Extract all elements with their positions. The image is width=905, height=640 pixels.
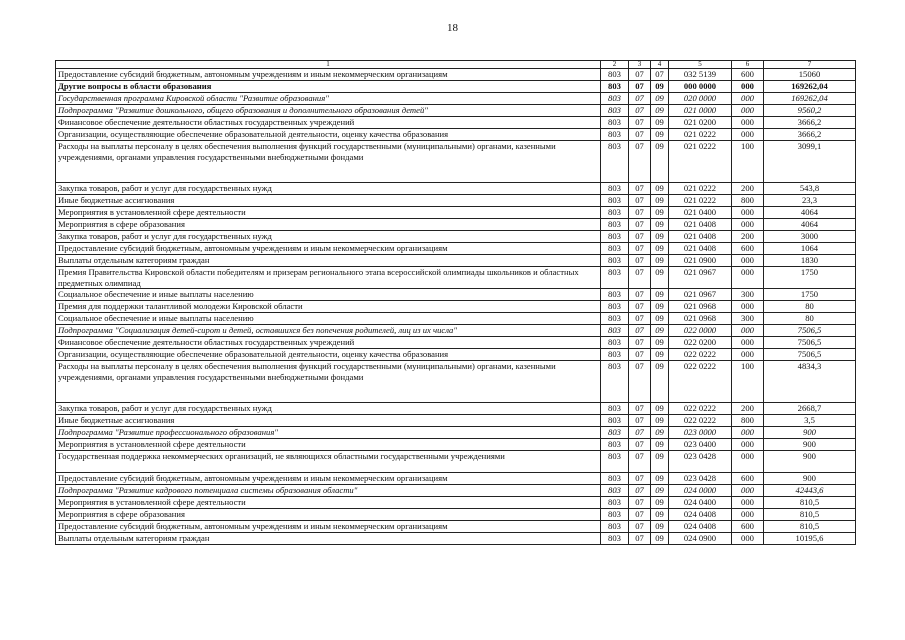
expense-type-code: 000 bbox=[732, 207, 764, 219]
expense-type-code: 000 bbox=[732, 509, 764, 521]
expense-type-code: 000 bbox=[732, 485, 764, 497]
table-row bbox=[56, 439, 856, 451]
target-article-code: 022 0000 bbox=[669, 325, 732, 337]
section-code: 07 bbox=[629, 415, 651, 427]
target-article-code: 024 0400 bbox=[669, 497, 732, 509]
expense-type-code: 000 bbox=[732, 427, 764, 439]
subsection-code: 09 bbox=[651, 255, 669, 267]
subsection-code: 09 bbox=[651, 105, 669, 117]
expense-type-code: 000 bbox=[732, 93, 764, 105]
expense-type-code: 000 bbox=[732, 439, 764, 451]
subsection-code: 09 bbox=[651, 93, 669, 105]
table-row bbox=[56, 289, 856, 301]
amount: 810,5 bbox=[764, 497, 856, 509]
subsection-code: 09 bbox=[651, 219, 669, 231]
ministry-code: 803 bbox=[601, 509, 629, 521]
target-article-code: 021 0222 bbox=[669, 183, 732, 195]
table-row bbox=[56, 521, 856, 533]
amount: 543,8 bbox=[764, 183, 856, 195]
section-code: 07 bbox=[629, 485, 651, 497]
section-code: 07 bbox=[629, 81, 651, 93]
table-row bbox=[56, 509, 856, 521]
subsection-code: 09 bbox=[651, 439, 669, 451]
target-article-code: 024 0408 bbox=[669, 521, 732, 533]
table-row bbox=[56, 267, 856, 289]
table-row bbox=[56, 301, 856, 313]
ministry-code: 803 bbox=[601, 301, 629, 313]
subsection-code: 09 bbox=[651, 521, 669, 533]
amount: 42443,6 bbox=[764, 485, 856, 497]
ministry-code: 803 bbox=[601, 183, 629, 195]
amount: 1064 bbox=[764, 243, 856, 255]
row-name: Социальное обеспечение и иные выплаты населению bbox=[56, 289, 601, 301]
table-row bbox=[56, 473, 856, 485]
section-code: 07 bbox=[629, 219, 651, 231]
section-code: 07 bbox=[629, 451, 651, 473]
target-article-code: 021 0408 bbox=[669, 243, 732, 255]
target-article-code: 021 0000 bbox=[669, 105, 732, 117]
row-name: Организации, осуществляющие обеспечение образовательной деятельности, оценку качества образования bbox=[56, 129, 601, 141]
table-row bbox=[56, 207, 856, 219]
subsection-code: 09 bbox=[651, 533, 669, 545]
section-code: 07 bbox=[629, 361, 651, 403]
row-name: Премия для поддержки талантливой молодежи Кировской области bbox=[56, 301, 601, 313]
target-article-code: 021 0900 bbox=[669, 255, 732, 267]
target-article-code: 021 0967 bbox=[669, 267, 732, 289]
section-code: 07 bbox=[629, 533, 651, 545]
subsection-code: 09 bbox=[651, 141, 669, 183]
budget-table bbox=[55, 60, 856, 545]
target-article-code: 021 0408 bbox=[669, 219, 732, 231]
ministry-code: 803 bbox=[601, 93, 629, 105]
subsection-code: 09 bbox=[651, 289, 669, 301]
column-number: 2 bbox=[601, 61, 629, 69]
table-row bbox=[56, 81, 856, 93]
row-name: Подпрограмма "Социализация детей-сирот и детей, оставшихся без попечения родителей, лиц из их числа" bbox=[56, 325, 601, 337]
expense-type-code: 000 bbox=[732, 255, 764, 267]
subsection-code: 09 bbox=[651, 415, 669, 427]
row-name: Выплаты отдельным категориям граждан bbox=[56, 533, 601, 545]
column-number: 3 bbox=[629, 61, 651, 69]
row-name: Закупка товаров, работ и услуг для государственных нужд bbox=[56, 231, 601, 243]
amount: 9560,2 bbox=[764, 105, 856, 117]
row-name: Мероприятия в сфере образования bbox=[56, 219, 601, 231]
ministry-code: 803 bbox=[601, 231, 629, 243]
subsection-code: 09 bbox=[651, 485, 669, 497]
amount: 3000 bbox=[764, 231, 856, 243]
section-code: 07 bbox=[629, 117, 651, 129]
subsection-code: 09 bbox=[651, 361, 669, 403]
row-name: Мероприятия в сфере образования bbox=[56, 509, 601, 521]
ministry-code: 803 bbox=[601, 349, 629, 361]
row-name: Финансовое обеспечение деятельности областных государственных учреждений bbox=[56, 117, 601, 129]
target-article-code: 021 0222 bbox=[669, 129, 732, 141]
ministry-code: 803 bbox=[601, 361, 629, 403]
row-name: Организации, осуществляющие обеспечение образовательной деятельности, оценку качества образования bbox=[56, 349, 601, 361]
subsection-code: 09 bbox=[651, 195, 669, 207]
table-row bbox=[56, 141, 856, 183]
table-row bbox=[56, 313, 856, 325]
row-name: Иные бюджетные ассигнования bbox=[56, 195, 601, 207]
ministry-code: 803 bbox=[601, 129, 629, 141]
target-article-code: 021 0200 bbox=[669, 117, 732, 129]
ministry-code: 803 bbox=[601, 451, 629, 473]
column-number: 5 bbox=[669, 61, 732, 69]
subsection-code: 09 bbox=[651, 509, 669, 521]
row-name: Подпрограмма "Развитие профессионального образования" bbox=[56, 427, 601, 439]
expense-type-code: 000 bbox=[732, 301, 764, 313]
target-article-code: 023 0400 bbox=[669, 439, 732, 451]
row-name: Выплаты отдельным категориям граждан bbox=[56, 255, 601, 267]
expense-type-code: 000 bbox=[732, 81, 764, 93]
amount: 900 bbox=[764, 427, 856, 439]
subsection-code: 09 bbox=[651, 267, 669, 289]
expense-type-code: 000 bbox=[732, 451, 764, 473]
target-article-code: 023 0000 bbox=[669, 427, 732, 439]
amount: 169262,04 bbox=[764, 81, 856, 93]
subsection-code: 09 bbox=[651, 349, 669, 361]
section-code: 07 bbox=[629, 473, 651, 485]
subsection-code: 09 bbox=[651, 129, 669, 141]
row-name: Мероприятия в установленной сфере деятельности bbox=[56, 439, 601, 451]
section-code: 07 bbox=[629, 105, 651, 117]
row-name: Мероприятия в установленной сфере деятельности bbox=[56, 497, 601, 509]
table-row bbox=[56, 231, 856, 243]
budget-table-body bbox=[56, 61, 856, 545]
ministry-code: 803 bbox=[601, 195, 629, 207]
subsection-code: 09 bbox=[651, 313, 669, 325]
target-article-code: 022 0222 bbox=[669, 349, 732, 361]
expense-type-code: 200 bbox=[732, 231, 764, 243]
table-row bbox=[56, 255, 856, 267]
subsection-code: 09 bbox=[651, 231, 669, 243]
ministry-code: 803 bbox=[601, 485, 629, 497]
section-code: 07 bbox=[629, 243, 651, 255]
ministry-code: 803 bbox=[601, 497, 629, 509]
section-code: 07 bbox=[629, 509, 651, 521]
expense-type-code: 600 bbox=[732, 69, 764, 81]
ministry-code: 803 bbox=[601, 117, 629, 129]
subsection-code: 09 bbox=[651, 451, 669, 473]
table-row bbox=[56, 349, 856, 361]
section-code: 07 bbox=[629, 255, 651, 267]
column-number: 1 bbox=[56, 61, 601, 69]
amount: 3666,2 bbox=[764, 129, 856, 141]
table-row bbox=[56, 117, 856, 129]
target-article-code: 022 0200 bbox=[669, 337, 732, 349]
target-article-code: 032 5139 bbox=[669, 69, 732, 81]
amount: 810,5 bbox=[764, 509, 856, 521]
table-row bbox=[56, 325, 856, 337]
table-row bbox=[56, 129, 856, 141]
target-article-code: 021 0968 bbox=[669, 313, 732, 325]
target-article-code: 022 0222 bbox=[669, 361, 732, 403]
section-code: 07 bbox=[629, 183, 651, 195]
subsection-code: 09 bbox=[651, 183, 669, 195]
expense-type-code: 100 bbox=[732, 141, 764, 183]
section-code: 07 bbox=[629, 195, 651, 207]
section-code: 07 bbox=[629, 403, 651, 415]
expense-type-code: 000 bbox=[732, 497, 764, 509]
subsection-code: 09 bbox=[651, 81, 669, 93]
section-code: 07 bbox=[629, 497, 651, 509]
subsection-code: 09 bbox=[651, 325, 669, 337]
row-name: Закупка товаров, работ и услуг для государственных нужд bbox=[56, 183, 601, 195]
target-article-code: 021 0222 bbox=[669, 195, 732, 207]
subsection-code: 09 bbox=[651, 497, 669, 509]
section-code: 07 bbox=[629, 521, 651, 533]
expense-type-code: 000 bbox=[732, 219, 764, 231]
amount: 3,5 bbox=[764, 415, 856, 427]
table-row bbox=[56, 403, 856, 415]
ministry-code: 803 bbox=[601, 439, 629, 451]
expense-type-code: 600 bbox=[732, 521, 764, 533]
row-name: Мероприятия в установленной сфере деятельности bbox=[56, 207, 601, 219]
ministry-code: 803 bbox=[601, 289, 629, 301]
amount: 2668,7 bbox=[764, 403, 856, 415]
ministry-code: 803 bbox=[601, 69, 629, 81]
ministry-code: 803 bbox=[601, 243, 629, 255]
subsection-code: 09 bbox=[651, 207, 669, 219]
amount: 80 bbox=[764, 301, 856, 313]
target-article-code: 023 0428 bbox=[669, 473, 732, 485]
expense-type-code: 000 bbox=[732, 533, 764, 545]
section-code: 07 bbox=[629, 325, 651, 337]
table-row bbox=[56, 427, 856, 439]
table-row bbox=[56, 337, 856, 349]
expense-type-code: 800 bbox=[732, 415, 764, 427]
amount: 1750 bbox=[764, 289, 856, 301]
table-row bbox=[56, 361, 856, 403]
ministry-code: 803 bbox=[601, 219, 629, 231]
amount: 4064 bbox=[764, 219, 856, 231]
section-code: 07 bbox=[629, 301, 651, 313]
amount: 23,3 bbox=[764, 195, 856, 207]
target-article-code: 022 0222 bbox=[669, 403, 732, 415]
expense-type-code: 000 bbox=[732, 337, 764, 349]
section-code: 07 bbox=[629, 207, 651, 219]
section-code: 07 bbox=[629, 69, 651, 81]
amount: 7506,5 bbox=[764, 337, 856, 349]
column-number: 6 bbox=[732, 61, 764, 69]
expense-type-code: 100 bbox=[732, 361, 764, 403]
subsection-code: 09 bbox=[651, 427, 669, 439]
amount: 3099,1 bbox=[764, 141, 856, 183]
amount: 1750 bbox=[764, 267, 856, 289]
row-name: Финансовое обеспечение деятельности областных государственных учреждений bbox=[56, 337, 601, 349]
ministry-code: 803 bbox=[601, 105, 629, 117]
table-row bbox=[56, 93, 856, 105]
subsection-code: 09 bbox=[651, 117, 669, 129]
row-name: Предоставление субсидий бюджетным, автономным учреждениям и иным некоммерческим организациям bbox=[56, 69, 601, 81]
amount: 7506,5 bbox=[764, 349, 856, 361]
amount: 4834,3 bbox=[764, 361, 856, 403]
ministry-code: 803 bbox=[601, 141, 629, 183]
expense-type-code: 000 bbox=[732, 325, 764, 337]
amount: 900 bbox=[764, 451, 856, 473]
expense-type-code: 000 bbox=[732, 349, 764, 361]
target-article-code: 021 0222 bbox=[669, 141, 732, 183]
section-code: 07 bbox=[629, 427, 651, 439]
row-name: Премия Правительства Кировской области победителям и призерам регионального этапа всероссийской олимпиады школьников и областных предметных олимпиад bbox=[56, 267, 601, 289]
table-row bbox=[56, 219, 856, 231]
row-name: Предоставление субсидий бюджетным, автономным учреждениям и иным некоммерческим организациям bbox=[56, 473, 601, 485]
amount: 15060 bbox=[764, 69, 856, 81]
row-name: Социальное обеспечение и иные выплаты населению bbox=[56, 313, 601, 325]
section-code: 07 bbox=[629, 313, 651, 325]
ministry-code: 803 bbox=[601, 207, 629, 219]
expense-type-code: 000 bbox=[732, 129, 764, 141]
target-article-code: 021 0967 bbox=[669, 289, 732, 301]
expense-type-code: 200 bbox=[732, 183, 764, 195]
subsection-code: 09 bbox=[651, 301, 669, 313]
amount: 80 bbox=[764, 313, 856, 325]
target-article-code: 021 0968 bbox=[669, 301, 732, 313]
row-name: Расходы на выплаты персоналу в целях обеспечения выполнения функций государственными (муниципальными) органами, казенными учреждениями, органами управления государственными внебюджетными фондами bbox=[56, 141, 601, 183]
ministry-code: 803 bbox=[601, 255, 629, 267]
amount: 3666,2 bbox=[764, 117, 856, 129]
section-code: 07 bbox=[629, 141, 651, 183]
table-row bbox=[56, 485, 856, 497]
table-row bbox=[56, 183, 856, 195]
table-row bbox=[56, 533, 856, 545]
section-code: 07 bbox=[629, 267, 651, 289]
target-article-code: 023 0428 bbox=[669, 451, 732, 473]
section-code: 07 bbox=[629, 93, 651, 105]
table-row bbox=[56, 497, 856, 509]
amount: 900 bbox=[764, 473, 856, 485]
target-article-code: 024 0408 bbox=[669, 509, 732, 521]
ministry-code: 803 bbox=[601, 473, 629, 485]
ministry-code: 803 bbox=[601, 403, 629, 415]
expense-type-code: 000 bbox=[732, 117, 764, 129]
section-code: 07 bbox=[629, 289, 651, 301]
amount: 900 bbox=[764, 439, 856, 451]
target-article-code: 020 0000 bbox=[669, 93, 732, 105]
target-article-code: 022 0222 bbox=[669, 415, 732, 427]
ministry-code: 803 bbox=[601, 267, 629, 289]
ministry-code: 803 bbox=[601, 337, 629, 349]
table-row bbox=[56, 243, 856, 255]
expense-type-code: 200 bbox=[732, 403, 764, 415]
section-code: 07 bbox=[629, 439, 651, 451]
target-article-code: 000 0000 bbox=[669, 81, 732, 93]
row-name: Иные бюджетные ассигнования bbox=[56, 415, 601, 427]
column-number: 4 bbox=[651, 61, 669, 69]
subsection-code: 09 bbox=[651, 337, 669, 349]
section-code: 07 bbox=[629, 337, 651, 349]
table-row bbox=[56, 69, 856, 81]
ministry-code: 803 bbox=[601, 81, 629, 93]
expense-type-code: 600 bbox=[732, 243, 764, 255]
ministry-code: 803 bbox=[601, 325, 629, 337]
table-row bbox=[56, 105, 856, 117]
row-name: Предоставление субсидий бюджетным, автономным учреждениям и иным некоммерческим организациям bbox=[56, 243, 601, 255]
table-row bbox=[56, 451, 856, 473]
ministry-code: 803 bbox=[601, 415, 629, 427]
expense-type-code: 000 bbox=[732, 267, 764, 289]
target-article-code: 021 0408 bbox=[669, 231, 732, 243]
ministry-code: 803 bbox=[601, 533, 629, 545]
expense-type-code: 300 bbox=[732, 289, 764, 301]
column-number: 7 bbox=[764, 61, 856, 69]
subsection-code: 09 bbox=[651, 243, 669, 255]
column-number-row bbox=[56, 61, 856, 69]
section-code: 07 bbox=[629, 129, 651, 141]
subsection-code: 09 bbox=[651, 473, 669, 485]
amount: 169262,04 bbox=[764, 93, 856, 105]
row-name: Закупка товаров, работ и услуг для государственных нужд bbox=[56, 403, 601, 415]
row-name: Подпрограмма "Развитие дошкольного, общего образования и дополнительного образования детей" bbox=[56, 105, 601, 117]
target-article-code: 024 0900 bbox=[669, 533, 732, 545]
section-code: 07 bbox=[629, 349, 651, 361]
ministry-code: 803 bbox=[601, 427, 629, 439]
row-name: Предоставление субсидий бюджетным, автономным учреждениям и иным некоммерческим организациям bbox=[56, 521, 601, 533]
table-row bbox=[56, 195, 856, 207]
page-number: 18 bbox=[447, 22, 458, 34]
amount: 4064 bbox=[764, 207, 856, 219]
section-code: 07 bbox=[629, 231, 651, 243]
expense-type-code: 600 bbox=[732, 473, 764, 485]
row-name: Государственная поддержка некоммерческих организаций, не являющихся областными государственными учреждениями bbox=[56, 451, 601, 473]
subsection-code: 09 bbox=[651, 403, 669, 415]
expense-type-code: 800 bbox=[732, 195, 764, 207]
amount: 7506,5 bbox=[764, 325, 856, 337]
amount: 10195,6 bbox=[764, 533, 856, 545]
row-name: Другие вопросы в области образования bbox=[56, 81, 601, 93]
ministry-code: 803 bbox=[601, 521, 629, 533]
row-name: Расходы на выплаты персоналу в целях обеспечения выполнения функций государственными (муниципальными) органами, казенными учреждениями, органами управления государственными внебюджетными фондами bbox=[56, 361, 601, 403]
amount: 1830 bbox=[764, 255, 856, 267]
target-article-code: 021 0400 bbox=[669, 207, 732, 219]
ministry-code: 803 bbox=[601, 313, 629, 325]
amount: 810,5 bbox=[764, 521, 856, 533]
row-name: Государственная программа Кировской области "Развитие образования" bbox=[56, 93, 601, 105]
table-row bbox=[56, 415, 856, 427]
expense-type-code: 300 bbox=[732, 313, 764, 325]
expense-type-code: 000 bbox=[732, 105, 764, 117]
row-name: Подпрограмма "Развитие кадрового потенциала системы образования области" bbox=[56, 485, 601, 497]
target-article-code: 024 0000 bbox=[669, 485, 732, 497]
subsection-code: 07 bbox=[651, 69, 669, 81]
